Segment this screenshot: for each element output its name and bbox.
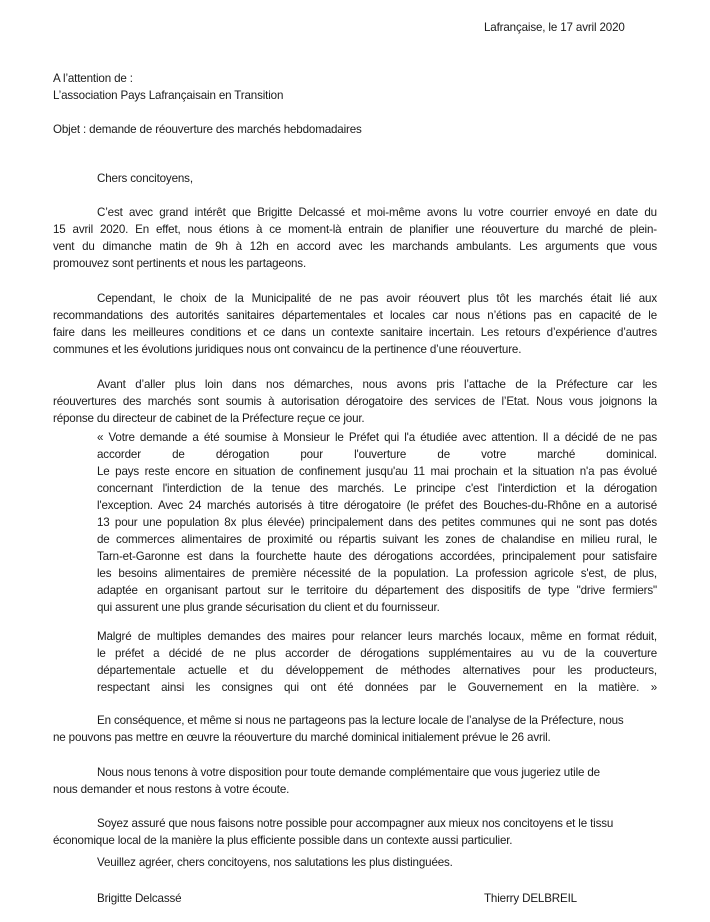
paragraph-line: vent du dimanche matin de 9h à 12h en accord avec les marchands ambulants. Les arguments que vous — [53, 240, 657, 253]
quote-line: le préfet a décidé de ne plus accorder de dérogations supplémentaires au vu de la couverture — [97, 647, 657, 660]
subject-line: Objet : demande de réouverture des marchés hebdomadaires — [53, 123, 362, 136]
quote-line: respectant ainsi les consignes qui ont été données par le Gouvernement en la matière. » — [97, 681, 657, 694]
paragraph-line: ne pouvons pas mettre en œuvre la réouverture du marché dominical initialement prévue le 26 avril. — [53, 731, 551, 744]
salutation: Chers concitoyens, — [97, 172, 193, 185]
paragraph-line: promouvez sont pertinents et nous les partageons. — [53, 257, 307, 270]
paragraph-line: C’est avec grand intérêt que Brigitte Delcassé et moi-même avons lu votre courrier envoyé en date du — [97, 206, 657, 219]
quote-line: concernant l'interdiction de la tenue des marchés. Le principe c'est l'interdiction et la dérogation — [97, 482, 657, 495]
quote-line: 13 pour une population 8x plus élevée) principalement dans des petites communes qui ne sont pas dotés — [97, 516, 657, 529]
paragraph-line: communes et les évolutions juridiques nous ont convaincu de la pertinence d’une réouverture. — [53, 343, 522, 356]
paragraph-line: recommandations des autorités sanitaires départementales et locales car nous n’étions pas en capacité de le — [53, 309, 657, 322]
quote-line: départementale actuelle et du développement de méthodes alternatives pour les producteurs, — [97, 664, 657, 677]
signatory-left: Brigitte Delcassé — [97, 892, 182, 905]
paragraph-line: faire dans les meilleures conditions et ce dans un contexte sanitaire incertain. Les retours d’expérience d’autres — [53, 326, 657, 339]
valediction: Veuillez agréer, chers concitoyens, nos salutations les plus distinguées. — [97, 856, 453, 869]
paragraph-line: économique local de la manière la plus efficiente possible dans un contexte aussi particulier. — [53, 834, 513, 847]
paragraph-line: réponse du directeur de cabinet de la Préfecture reçue ce jour. — [53, 412, 365, 425]
quote-line: Malgré de multiples demandes des maires pour relancer leurs marchés locaux, même en format réduit, — [97, 630, 657, 643]
quote-line: les besoins alimentaires de première nécessité de la population. La profession agricole s'est, de plus, — [97, 567, 657, 580]
signatory-right: Thierry DELBREIL — [484, 892, 577, 905]
quote-line: Le pays reste encore en situation de confinement jusqu'au 11 mai prochain et la situation n'a pas évolué — [97, 465, 657, 478]
quote-line: de commerces alimentaires de proximité ou répartis suivant les zones de chalandise en milieu rural, le — [97, 533, 657, 546]
date-line: Lafrançaise, le 17 avril 2020 — [484, 21, 625, 34]
paragraph-line: Cependant, le choix de la Municipalité de ne pas avoir réouvert plus tôt les marchés était lié aux — [97, 292, 657, 305]
paragraph-line: En conséquence, et même si nous ne partageons pas la lecture locale de l’analyse de la Préfecture, nous — [97, 714, 624, 727]
quote-line: l'exception. Avec 24 marchés autorisés à titre dérogatoire (le préfet des Bouches-du-Rhône en a autorisé — [97, 499, 657, 512]
quote-line: adaptée en organisant partout sur le territoire du département des dispositifs de type "drive fermiers" — [97, 584, 657, 597]
quote-line: accorder de dérogation pour l'ouverture de votre marché dominical. — [97, 448, 657, 461]
paragraph-line: réouvertures des marchés sont soumis à autorisation dérogatoire des services de l’Etat. Nous vous joignons la — [53, 395, 657, 408]
recipient-attention: A l’attention de : — [53, 72, 133, 85]
quote-line: Tarn-et-Garonne est dans la fourchette haute des dérogations accordées, principalement pour satisfaire — [97, 550, 657, 563]
paragraph-line: Nous nous tenons à votre disposition pour toute demande complémentaire que vous jugeriez utile de — [97, 766, 600, 779]
quote-line: qui assurent une plus grande sécurisation du client et du fournisseur. — [97, 601, 440, 614]
paragraph-line: 15 avril 2020. En effet, nous étions à ce moment-là entrain de planifier une réouverture du marché de plein- — [53, 223, 657, 236]
paragraph-line: Avant d’aller plus loin dans nos démarches, nous avons pris l’attache de la Préfecture car les — [97, 378, 657, 391]
quote-line: « Votre demande a été soumise à Monsieur le Préfet qui l'a étudiée avec attention. Il a décidé de ne pas — [97, 431, 657, 444]
paragraph-line: nous demander et nous restons à votre écoute. — [53, 783, 290, 796]
paragraph-line: Soyez assuré que nous faisons notre possible pour accompagner aux mieux nos concitoyens et le tissu — [97, 817, 614, 830]
recipient-name: L’association Pays Lafrançaisain en Transition — [53, 89, 284, 102]
